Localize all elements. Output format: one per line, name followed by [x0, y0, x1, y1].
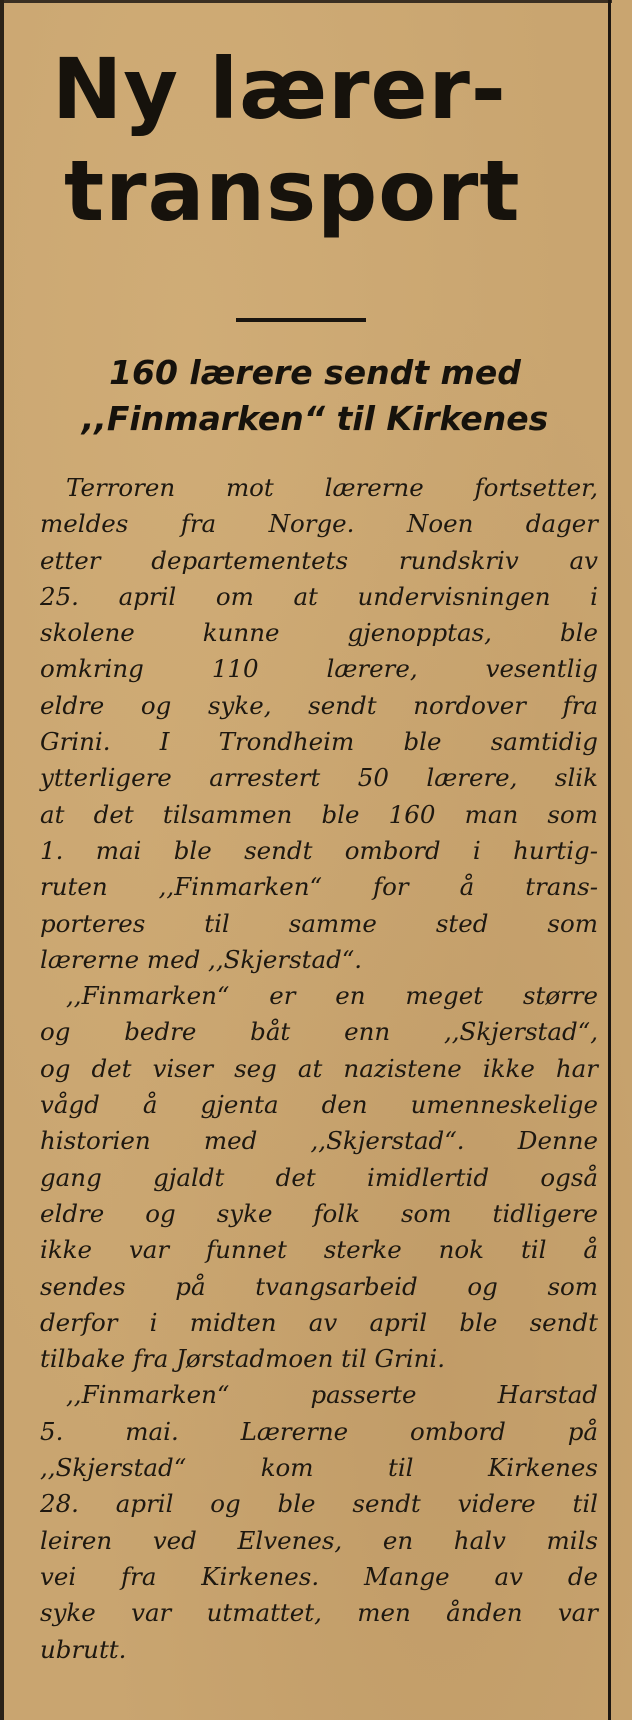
body-line: sendes på tvangsarbeid og som	[40, 1271, 598, 1301]
body-line: at det tilsammen ble 160 man som	[40, 799, 598, 829]
body-line: ubrutt.	[40, 1634, 127, 1664]
body-line: leiren ved Elvenes, en halv mils	[40, 1525, 598, 1555]
left-border-rule	[0, 0, 4, 1720]
article-body	[40, 470, 598, 1668]
body-line: etter departementets rundskriv av	[40, 545, 598, 575]
body-line: porteres til samme sted som	[40, 908, 598, 938]
body-line: Grini. I Trondheim ble samtidig	[40, 727, 598, 757]
subheadline-line-1: 160 lærere sendt med	[109, 353, 521, 392]
body-line: ytterligere arrestert 50 lærere, slik	[40, 763, 598, 793]
body-line: ,,Finmarken“ passerte Harstad	[66, 1380, 598, 1410]
body-line: 25. april om at undervisningen i	[40, 581, 598, 611]
top-border-rule	[0, 0, 612, 3]
body-line: meldes fra Norge. Noen dager	[40, 509, 598, 539]
body-line: ruten ,,Finmarken“ for å trans-	[40, 872, 598, 902]
body-line: 1. mai ble sendt ombord i hurtig-	[40, 835, 598, 865]
body-line: Terroren mot lærerne fortsetter,	[66, 473, 598, 502]
headline	[52, 38, 572, 242]
body-line: 5. mai. Lærerne ombord på	[40, 1416, 598, 1446]
headline-line-2: transport	[64, 142, 521, 240]
body-line: skolene kunne gjenopptas, ble	[40, 618, 598, 648]
body-line: gang gjaldt det imidlertid også	[40, 1162, 598, 1192]
body-line: eldre og syke, sendt nordover fra	[40, 690, 598, 720]
body-line: syke var utmattet, men ånden var	[40, 1598, 598, 1628]
subheadline-line-2: ,,Finmarken“ til Kirkenes	[81, 399, 549, 438]
body-line: ,,Skjerstad“ kom til Kirkenes	[40, 1453, 598, 1483]
body-line: ,,Finmarken“ er en meget større	[66, 981, 598, 1011]
body-line: vågd å gjenta den umenneskelige	[40, 1090, 598, 1120]
body-line: tilbake fra Jørstadmoen til Grini.	[40, 1344, 445, 1374]
body-line: derfor i midten av april ble sendt	[40, 1307, 598, 1337]
body-line: eldre og syke folk som tidligere	[40, 1198, 598, 1228]
headline-line-1: Ny lærer-	[52, 40, 507, 138]
body-line: og bedre båt enn ,,Skjerstad“,	[40, 1017, 598, 1047]
body-line: historien med ,,Skjerstad“. Denne	[40, 1126, 598, 1156]
body-line: omkring 110 lærere, vesentlig	[40, 654, 598, 684]
body-line: og det viser seg at nazistene ikke har	[40, 1053, 598, 1083]
body-line: vei fra Kirkenes. Mange av de	[40, 1561, 598, 1591]
subheadline	[30, 350, 600, 442]
headline-divider	[236, 318, 366, 322]
body-line: 28. april og ble sendt videre til	[40, 1489, 598, 1519]
body-line: lærerne med ,,Skjerstad“.	[40, 944, 363, 974]
right-column-rule	[608, 0, 611, 1720]
body-line: ikke var funnet sterke nok til å	[40, 1235, 598, 1265]
